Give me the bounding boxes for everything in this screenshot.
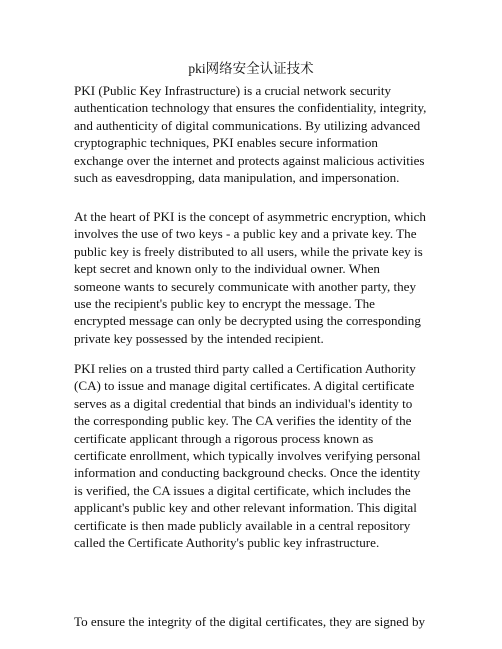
text-line: use the recipient's public key to encrypt the message. The xyxy=(74,296,375,312)
text-line: PKI relies on a trusted third party called a Certification Authority xyxy=(74,361,416,376)
document-title: pki网络安全认证技术 xyxy=(188,61,314,76)
text-line: PKI (Public Key Infrastructure) is a crucial network security xyxy=(74,83,392,98)
text-line: exchange over the internet and protects against malicious activities xyxy=(74,152,425,168)
text-line: information and conducting background checks. Once the identity xyxy=(74,465,421,481)
text-line: serves as a digital credential that binds an individual's identity to xyxy=(74,395,413,411)
paragraph-certificate-integrity xyxy=(74,613,434,630)
text-line: someone wants to securely communicate with another party, they xyxy=(74,278,417,294)
text-line: authentication technology that ensures the confidentiality, integrity, xyxy=(74,100,427,116)
text-line: To ensure the integrity of the digital certificates, they are signed by xyxy=(74,614,426,629)
text-line: (CA) to issue and manage digital certificates. A digital certificate xyxy=(74,378,415,394)
text-line: certificate is then made publicly available in a central repository xyxy=(74,517,411,533)
paragraph-certification-authority xyxy=(74,360,434,551)
paragraph-pki-intro xyxy=(74,82,434,186)
text-line: called the Certificate Authority's public key infrastructure. xyxy=(74,535,380,551)
text-line: the corresponding public key. The CA verifies the identity of the xyxy=(74,413,412,429)
text-line: such as eavesdropping, data manipulation, and impersonation. xyxy=(74,170,400,186)
text-line: applicant's public key and other relevant information. This digital xyxy=(74,500,417,516)
text-line: cryptographic techniques, PKI enables secure information xyxy=(74,135,378,151)
text-line: is verified, the CA issues a digital certificate, which includes the xyxy=(74,482,411,498)
text-line: certificate enrollment, which typically involves verifying personal xyxy=(74,448,421,464)
text-line: certificate applicant through a rigorous process known as xyxy=(74,430,374,446)
text-line: and authenticity of digital communications. By utilizing advanced xyxy=(74,117,421,133)
text-line: public key is freely distributed to all users, while the private key is xyxy=(74,243,423,259)
text-line: involves the use of two keys - a public key and a private key. The xyxy=(74,226,417,242)
text-line: private key possessed by the intended recipient. xyxy=(74,330,324,346)
text-line: At the heart of PKI is the concept of asymmetric encryption, which xyxy=(74,209,426,224)
text-line: encrypted message can only be decrypted using the corresponding xyxy=(74,313,421,329)
text-line: kept secret and known only to the individual owner. When xyxy=(74,261,380,277)
paragraph-asymmetric-encryption xyxy=(74,208,434,347)
